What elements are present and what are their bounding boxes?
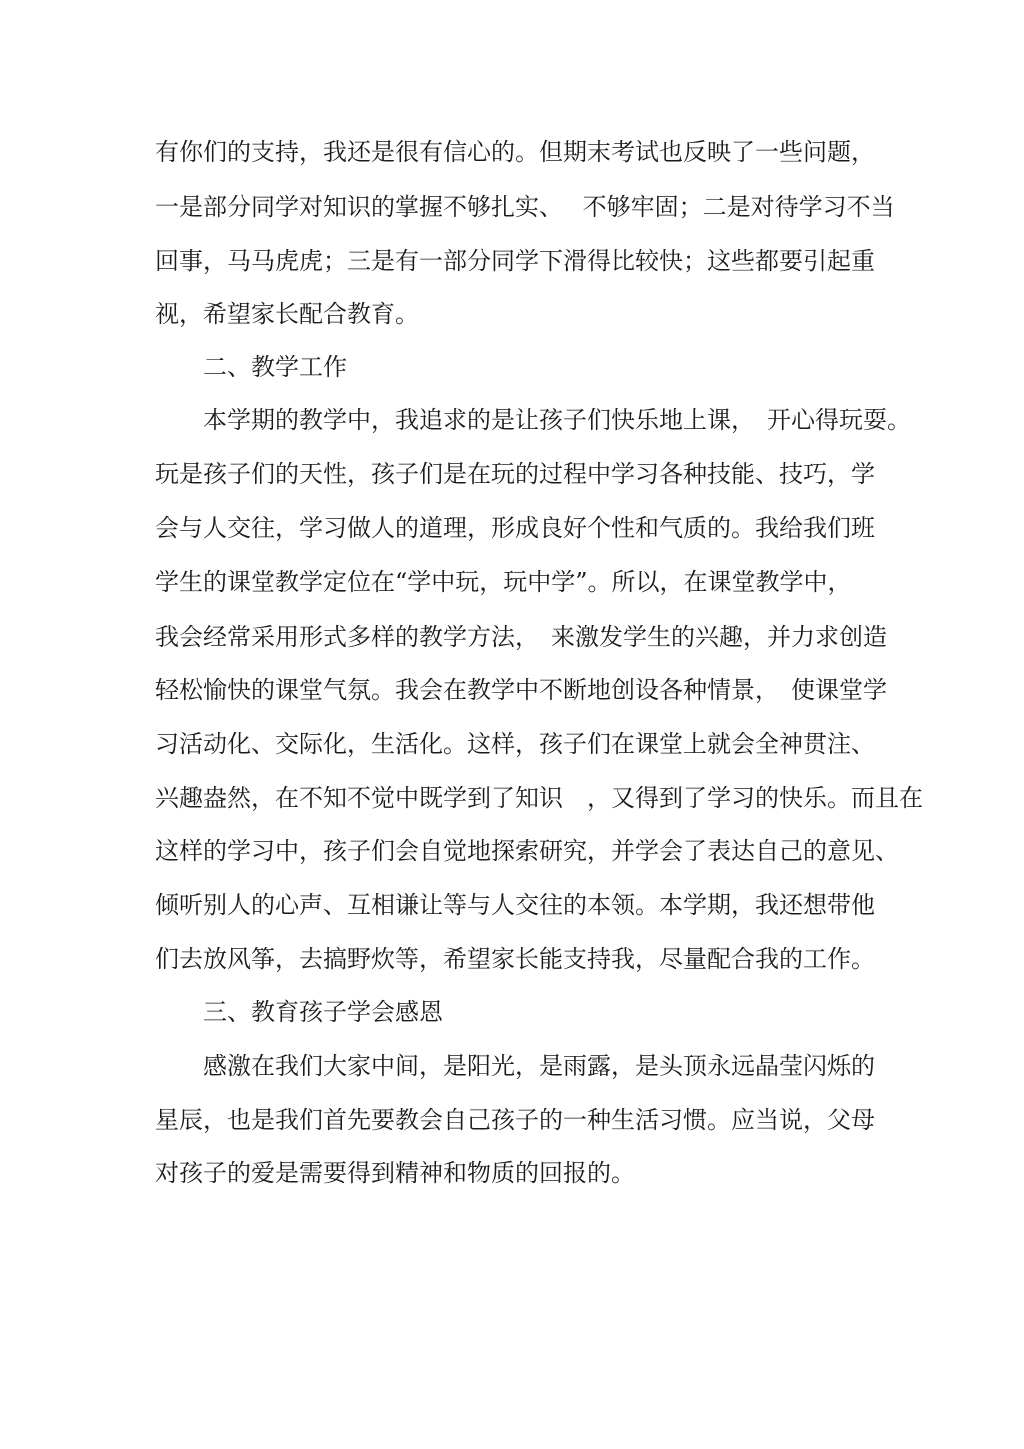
text-line: 星辰，也是我们首先要教会自己孩子的一种生活习惯。应当说，父母: [155, 1106, 875, 1134]
text-line: 倾听别人的心声、互相谦让等与人交往的本领。本学期，我还想带他: [155, 891, 875, 919]
text-line: 玩是孩子们的天性，孩子们是在玩的过程中学习各种技能、技巧，学: [155, 460, 875, 488]
text-line: 们去放风筝，去搞野炊等，希望家长能支持我，尽量配合我的工作。: [155, 945, 875, 973]
text-line: 兴趣盎然，在不知不觉中既学到了知识 ，又得到了学习的快乐。而且在: [155, 784, 923, 812]
section-heading: 三、教育孩子学会感恩: [155, 998, 443, 1026]
text-line: 本学期的教学中，我追求的是让孩子们快乐地上课， 开心得玩耍。: [155, 406, 911, 434]
section-heading: 二、教学工作: [155, 353, 347, 381]
text-line: 感激在我们大家中间，是阳光，是雨露，是头顶永远晶莹闪烁的: [155, 1052, 875, 1080]
text-line: 视，希望家长配合教育。: [155, 300, 419, 328]
text-line: 会与人交往，学习做人的道理，形成良好个性和气质的。我给我们班: [155, 514, 875, 542]
text-line: 一是部分同学对知识的掌握不够扎实、 不够牢固；二是对待学习不当: [155, 193, 895, 221]
text-line: 对孩子的爱是需要得到精神和物质的回报的。: [155, 1159, 635, 1187]
text-line: 我会经常采用形式多样的教学方法， 来激发学生的兴趣，并力求创造: [155, 623, 887, 651]
text-line: 这样的学习中，孩子们会自觉地探索研究，并学会了表达自己的意见、: [155, 837, 899, 865]
text-line: 学生的课堂教学定位在“学中玩，玩中学”。所以，在课堂教学中，: [155, 568, 852, 596]
text-line: 回事，马马虎虎；三是有一部分同学下滑得比较快；这些都要引起重: [155, 247, 875, 275]
text-line: 有你们的支持，我还是很有信心的。但期末考试也反映了一些问题，: [155, 138, 875, 166]
text-line: 轻松愉快的课堂气氛。我会在教学中不断地创设各种情景， 使课堂学: [155, 676, 887, 704]
text-line: 习活动化、交际化，生活化。这样，孩子们在课堂上就会全神贯注、: [155, 730, 875, 758]
